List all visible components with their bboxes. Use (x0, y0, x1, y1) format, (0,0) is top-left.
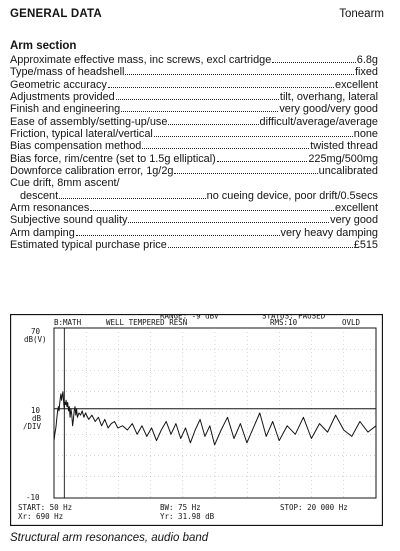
spec-label: Adjustments provided (10, 91, 115, 104)
spec-row (10, 66, 378, 78)
graph-ovld-label: OVLD (342, 318, 361, 327)
spec-value: very heavy damping (280, 226, 378, 239)
dot-leader (76, 227, 280, 236)
spec-label: Approximate effective mass, inc screws, excl cartridge (10, 54, 272, 66)
spec-value: very good/very good (279, 103, 378, 116)
dot-leader (168, 239, 353, 248)
spec-value: 225mg/500mg (308, 152, 378, 165)
spec-value: difficult/average/average (259, 115, 378, 128)
spec-row (10, 153, 378, 165)
spec-row (10, 103, 378, 115)
resonance-graph (10, 314, 383, 526)
arm-section-title: Arm section (10, 40, 77, 52)
section-heading: GENERAL DATA (10, 8, 102, 20)
graph-mode-label: B:MATH (54, 318, 82, 327)
spec-row (10, 165, 378, 177)
graph-svg (10, 314, 383, 526)
spec-label: Friction, typical lateral/vertical (10, 128, 153, 141)
spec-row (10, 140, 378, 152)
spec-row (10, 54, 378, 66)
spec-value: £515 (353, 239, 378, 252)
spec-value: 6.8g (356, 54, 378, 66)
spec-row (10, 190, 378, 202)
bandwidth-label: BW: 75 Hz (160, 503, 201, 512)
dot-leader (108, 79, 334, 88)
spec-label: Arm resonances (10, 202, 90, 215)
spec-list (10, 54, 378, 252)
spec-value: no cueing device, poor drift/0.5secs (206, 189, 378, 202)
start-frequency-label: START: 50 Hz (18, 503, 73, 512)
spec-label: Geometric accuracy (10, 78, 107, 91)
spec-value: uncalibrated (318, 165, 378, 178)
spec-row (10, 116, 378, 128)
spec-label: Arm damping (10, 226, 75, 239)
y-scale-db: dB (32, 414, 42, 423)
cursor-x-readout: Xr: 690 Hz (18, 512, 64, 521)
spec-row (10, 177, 378, 189)
spec-label: Subjective sound quality (10, 214, 128, 227)
graph-status-label: STATUS: PAUSED (262, 314, 326, 321)
spec-row (10, 239, 378, 251)
product-category: Tonearm (339, 8, 384, 20)
spec-label: Ease of assembly/setting-up/use (10, 115, 168, 128)
spec-label: Cue drift, 8mm ascent/ (10, 177, 120, 190)
y-scale-div: /DIV (23, 422, 42, 431)
graph-range-label: RANGE: -9 dBV (160, 314, 219, 321)
spec-label: Downforce calibration error, 1g/2g (10, 165, 174, 178)
graph-title-label: WELL TEMPERED RESN (106, 318, 188, 327)
spec-row (10, 128, 378, 140)
spec-label: descent (20, 189, 59, 202)
y-axis-bottom-label: -10 (26, 493, 40, 502)
dot-leader (168, 116, 258, 125)
graph-rms-label: RMS:10 (270, 318, 298, 327)
y-axis-unit-label: dB(V) (24, 335, 47, 344)
dot-leader (90, 202, 334, 211)
spec-label: Estimated typical purchase price (10, 239, 167, 252)
spec-row (10, 227, 378, 239)
dot-leader (125, 66, 354, 75)
spec-label: Bias force, rim/centre (set to 1.5g elliptical) (10, 152, 216, 165)
dot-leader (59, 190, 206, 199)
header (10, 8, 390, 24)
dot-leader (121, 103, 278, 112)
dot-leader (174, 165, 317, 174)
dot-leader (116, 91, 279, 100)
spec-row (10, 79, 378, 91)
dot-leader (142, 140, 309, 149)
spec-row (10, 202, 378, 214)
dot-leader (217, 153, 308, 162)
spec-value: excellent (335, 78, 378, 91)
spec-row (10, 91, 378, 103)
spec-label: Bias compensation method (10, 140, 142, 153)
dot-leader (154, 128, 353, 137)
spec-value: very good (330, 214, 378, 227)
stop-frequency-label: STOP: 20 000 Hz (280, 503, 348, 512)
spec-value: tilt, overhang, lateral (279, 91, 378, 104)
dot-leader (128, 214, 329, 223)
spec-row (10, 214, 378, 226)
spec-label: Finish and engineering (10, 103, 121, 116)
cursor-y-readout: Yr: 31.98 dB (160, 512, 215, 521)
graph-frame (11, 315, 383, 526)
y-scale-number: 10 (31, 406, 41, 415)
graph-caption: Structural arm resonances, audio band (10, 532, 209, 544)
y-axis-top-label: 70 (31, 327, 41, 336)
spec-label: Type/mass of headshell (10, 66, 125, 79)
spec-value: none (353, 128, 378, 141)
dot-leader (272, 54, 356, 63)
spec-value: twisted thread (310, 140, 378, 153)
spec-value: excellent (335, 202, 378, 215)
spec-value: fixed (354, 66, 378, 79)
